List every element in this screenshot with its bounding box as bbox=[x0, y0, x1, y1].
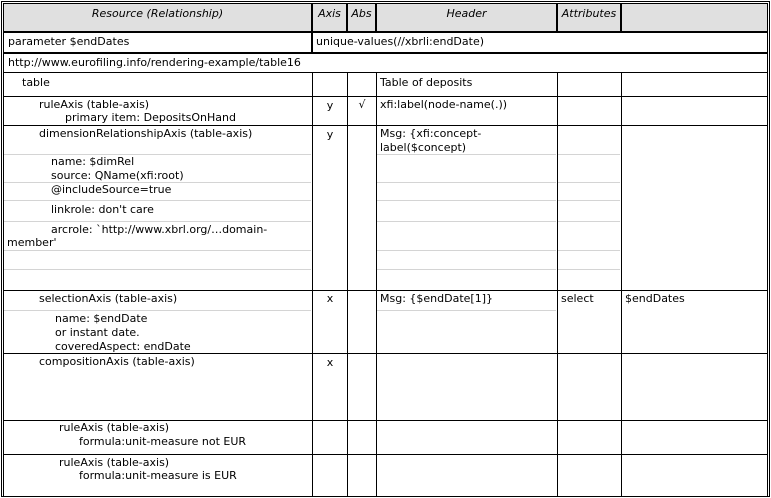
dimension-axis-source: source: QName(xfi:root) bbox=[51, 169, 184, 182]
grid-line bbox=[3, 290, 768, 291]
header-axis: Axis bbox=[312, 3, 347, 32]
header-header: Header bbox=[376, 3, 557, 32]
sub-row-divider bbox=[4, 250, 311, 251]
rule-axis-1-detail: primary item: DepositsOnHand bbox=[65, 111, 236, 124]
selection-axis-attributes: select bbox=[561, 292, 594, 305]
sub-row-divider bbox=[558, 154, 620, 155]
sub-row-divider bbox=[4, 221, 311, 222]
parameter-value-cell bbox=[312, 32, 768, 53]
grid-line bbox=[3, 125, 768, 126]
composition-axis-axis: x bbox=[326, 356, 334, 369]
header-attributes: Attributes bbox=[557, 3, 621, 32]
dimension-axis-arcrole-line2: member' bbox=[7, 236, 57, 249]
parameter-label: parameter $endDates bbox=[8, 35, 130, 48]
dimension-axis-include-source: @includeSource=true bbox=[51, 183, 172, 196]
rule-axis-2-detail: formula:unit-measure not EUR bbox=[79, 435, 247, 448]
grid-line bbox=[376, 73, 377, 497]
sub-row-divider bbox=[377, 221, 556, 222]
selection-axis-covered: coveredAspect: endDate bbox=[55, 340, 191, 353]
dimension-axis-label: dimensionRelationshipAxis (table-axis) bbox=[39, 127, 253, 140]
rule-axis-1-axis: y bbox=[326, 99, 334, 112]
grid-line bbox=[3, 73, 4, 497]
selection-axis-name: name: $endDate bbox=[55, 312, 148, 325]
selection-axis-instant: or instant date. bbox=[55, 326, 140, 339]
sub-row-divider bbox=[4, 310, 311, 311]
uri-text: http://www.eurofiling.info/rendering-example/table16 bbox=[8, 56, 301, 69]
header-resource: Resource (Relationship) bbox=[3, 3, 312, 32]
header-extra bbox=[621, 3, 768, 32]
grid-line bbox=[3, 496, 768, 497]
selection-axis-label: selectionAxis (table-axis) bbox=[39, 292, 178, 305]
sub-row-divider bbox=[377, 200, 556, 201]
table-header: Table of deposits bbox=[380, 76, 473, 89]
sub-row-divider bbox=[558, 182, 620, 183]
rule-axis-1-header: xfi:label(node-name(.)) bbox=[380, 98, 508, 111]
sub-row-divider bbox=[377, 269, 556, 270]
grid-line bbox=[3, 454, 768, 455]
grid-line bbox=[557, 73, 558, 497]
header-abs: Abs bbox=[347, 3, 376, 32]
rule-axis-3-detail: formula:unit-measure is EUR bbox=[79, 469, 237, 482]
rule-axis-1-label: ruleAxis (table-axis) bbox=[39, 98, 150, 111]
composition-axis-label: compositionAxis (table-axis) bbox=[39, 355, 195, 368]
parameter-label-cell bbox=[3, 32, 312, 53]
sub-row-divider bbox=[4, 200, 311, 201]
grid-line bbox=[621, 73, 622, 497]
rule-axis-2-label: ruleAxis (table-axis) bbox=[59, 421, 170, 434]
table-label: table bbox=[22, 76, 50, 89]
dimension-axis-header-line2: label($concept) bbox=[380, 141, 467, 154]
selection-axis-extra: $endDates bbox=[625, 292, 685, 305]
sub-row-divider bbox=[4, 269, 311, 270]
rule-axis-3-label: ruleAxis (table-axis) bbox=[59, 456, 170, 469]
dimension-axis-name: name: $dimRel bbox=[51, 155, 135, 168]
parameter-value: unique-values(//xbrli:endDate) bbox=[316, 35, 485, 48]
grid-line bbox=[347, 73, 348, 497]
selection-axis-axis: x bbox=[326, 292, 334, 305]
sub-row-divider bbox=[558, 221, 620, 222]
dimension-axis-arcrole-line1: arcrole: `http://www.xbrl.org/…domain- bbox=[51, 223, 268, 236]
dimension-axis-header-line1: Msg: {xfi:concept- bbox=[380, 127, 482, 140]
rule-axis-1-abs: √ bbox=[358, 98, 366, 111]
sub-row-divider bbox=[558, 269, 620, 270]
sub-row-divider bbox=[377, 310, 556, 311]
grid-line bbox=[767, 73, 768, 497]
uri-cell bbox=[3, 53, 768, 73]
dimension-axis-axis: y bbox=[326, 128, 334, 141]
sub-row-divider bbox=[377, 182, 556, 183]
grid-line bbox=[3, 96, 768, 97]
dimension-axis-linkrole: linkrole: don't care bbox=[51, 203, 154, 216]
sub-row-divider bbox=[377, 250, 556, 251]
sub-row-divider bbox=[558, 200, 620, 201]
selection-axis-header: Msg: {$endDate[1]} bbox=[380, 292, 493, 305]
sub-row-divider bbox=[558, 250, 620, 251]
